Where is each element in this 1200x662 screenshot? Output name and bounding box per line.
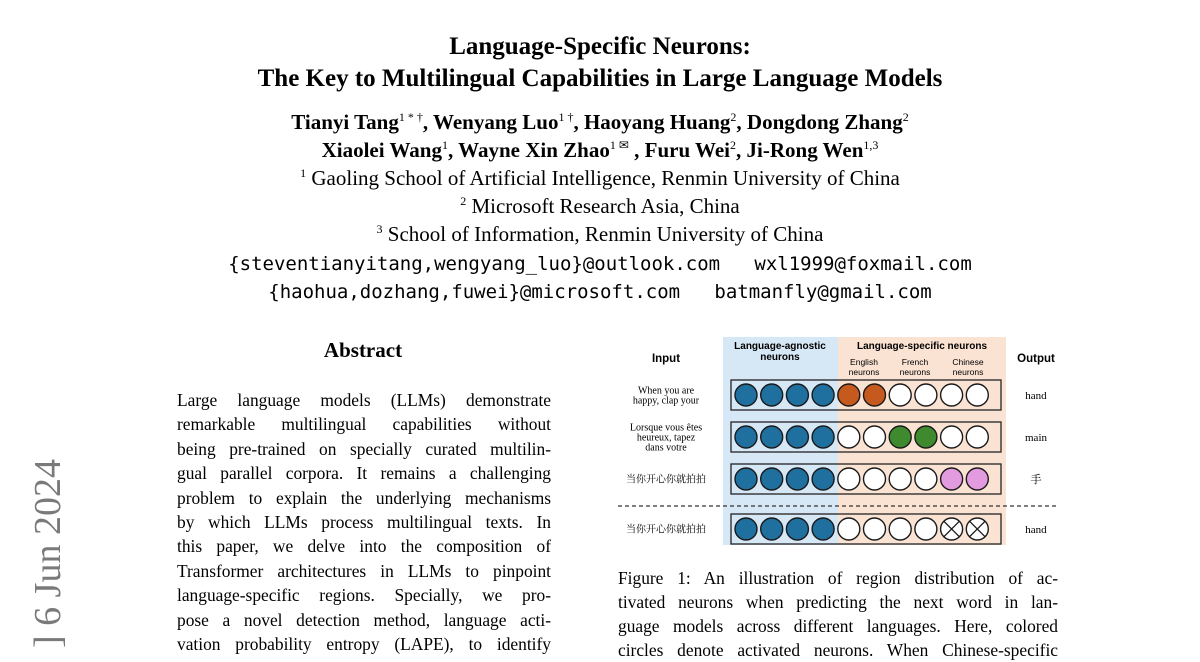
author-name: Haoyang Huang [583,110,731,134]
inactive-neuron [915,468,937,490]
author-affiliation-mark: 1,3 [863,138,879,152]
row-input-text: Lorsque vous êtes [629,422,703,434]
abstract-line: Large language models (LLMs) demonstrate [177,390,551,410]
sub-chinese-2: neurons [952,367,984,377]
sub-chinese-1: Chinese [952,357,984,367]
row-output-text: 手 [1030,474,1042,486]
activated-neuron [786,518,808,540]
inactive-neuron [838,426,860,448]
activated-neuron [915,426,937,448]
row-input-text: 当你开心你就拍拍 [626,474,706,486]
inactive-neuron [941,384,963,406]
author-affiliation-mark: 1 * † [398,110,423,124]
activated-neuron [735,426,757,448]
author-affiliation-mark: 1 † [558,110,574,124]
author-name: Wenyang Luo [432,110,559,134]
row-input-text: heureux, tapez [636,432,696,444]
author-name: Xiaolei Wang [321,138,442,162]
email-line-2: {haohua,dozhang,fuwei}@microsoft.com batmanfly@gmail.com [268,281,932,303]
header-input: Input [651,353,681,365]
abstract-line: remarkable multilingual capabilities without [177,414,551,435]
activated-neuron [735,468,757,490]
author-line-1 [0,108,1200,136]
activated-neuron [786,426,808,448]
row-input-text: dans votre [645,442,687,454]
inactive-neuron [915,518,937,540]
inactive-neuron [864,468,886,490]
sub-english-1: English [850,357,878,367]
author-name: Furu Wei [644,138,731,162]
row-output-text: hand [1025,390,1047,402]
activated-neuron [786,384,808,406]
figure-1 [610,332,1060,554]
email-line-1: {steventianyitang,wengyang_luo}@outlook.com wxl1999@foxmail.com [228,253,972,275]
sub-english-2: neurons [848,367,880,377]
row-input-text: 当你开心你就拍拍 [626,524,706,536]
inactive-neuron [966,426,988,448]
activated-neuron [812,518,834,540]
author-name: Ji-Rong Wen [746,138,864,162]
activated-neuron [761,384,783,406]
abstract-line: problem to explain the underlying mechanisms [177,487,551,508]
inactive-neuron [966,384,988,406]
abstract-line: vation probability entropy (LAPE), to identify [177,634,551,655]
activated-neuron [735,384,757,406]
activated-neuron [761,518,783,540]
activated-neuron [761,426,783,448]
header-agnostic-1: Language-agnostic [734,341,826,352]
author-affiliation-mark: 1 ✉ [609,138,629,152]
caption-line: tivated neurons when predicting the next word in lan- [618,592,1058,612]
activated-neuron [889,426,911,448]
activated-neuron [735,518,757,540]
abstract-line: gual parallel corpora. It remains a challenging [177,463,551,484]
arxiv-date-stamp: ] 6 Jun 2024 [27,459,69,648]
paper-title-line-1: Language-Specific Neurons: [449,33,751,60]
author-separator: , [736,138,747,162]
abstract-line: language-specific regions. Specially, we pro- [177,585,551,606]
activated-neuron [838,384,860,406]
author-affiliation-mark: 2 [902,110,909,124]
abstract-line: Transformer architectures in LLMs to pinpoint [177,560,551,581]
inactive-neuron [838,518,860,540]
inactive-neuron [864,426,886,448]
abstract-line: being pre-trained on specially curated multilin- [177,438,551,459]
sub-french-1: French [901,357,929,367]
inactive-neuron [889,384,911,406]
activated-neuron [941,468,963,490]
author-separator: , [422,110,433,134]
author-separator: , [628,138,645,162]
author-affiliation-mark: 1 [441,138,448,152]
caption-line: circles denote activated neurons. When Chinese-specific [618,640,1058,660]
row-input-text: When you are [637,385,695,397]
affiliation-3: $^3$ School of Information, Renmin University of China [376,222,824,246]
affiliation-2: $^2$ Microsoft Research Asia, China [460,194,740,218]
author-affiliation-mark: 2 [730,138,737,152]
abstract-heading: Abstract [323,338,403,362]
affiliation-1: $^1$ Gaoling School of Artificial Intelligence, Renmin University of China [300,166,900,190]
paper-title-line-2: The Key to Multilingual Capabilities in Large Language Models [257,65,943,92]
header-specific: Language-specific neurons [856,341,988,352]
author-separator: , [573,110,584,134]
row-input-text: happy, clap your [632,395,700,407]
header-agnostic-2: neurons [760,352,800,363]
abstract-line: pose a novel detection method, language acti- [177,609,551,630]
sub-french-2: neurons [899,367,931,377]
inactive-neuron [864,518,886,540]
header-output: Output [1017,353,1055,365]
activated-neuron [812,426,834,448]
inactive-neuron [941,426,963,448]
inactive-neuron [889,518,911,540]
author-line-2 [0,136,1200,164]
author-name: Dongdong Zhang [746,110,903,134]
author-name: Wayne Xin Zhao [458,138,610,162]
activated-neuron [812,468,834,490]
activated-neuron [812,384,834,406]
caption-line: guage models across different languages. Here, colored [618,616,1058,636]
activated-neuron [761,468,783,490]
inactive-neuron [915,384,937,406]
author-name: Tianyi Tang [291,110,399,134]
abstract-line: by which LLMs process multilingual texts. In [177,512,551,533]
row-output-text: hand [1025,524,1047,536]
author-separator: , [736,110,747,134]
caption-line: Figure 1: An illustration of region distribution of ac- [618,568,1058,588]
author-affiliation-mark: 2 [730,110,737,124]
activated-neuron [786,468,808,490]
row-output-text: main [1025,432,1047,444]
abstract-line: this paper, we delve into the composition of [177,536,551,557]
activated-neuron [966,468,988,490]
inactive-neuron [889,468,911,490]
activated-neuron [864,384,886,406]
abstract-body [177,388,551,656]
inactive-neuron [838,468,860,490]
author-separator: , [447,138,459,162]
